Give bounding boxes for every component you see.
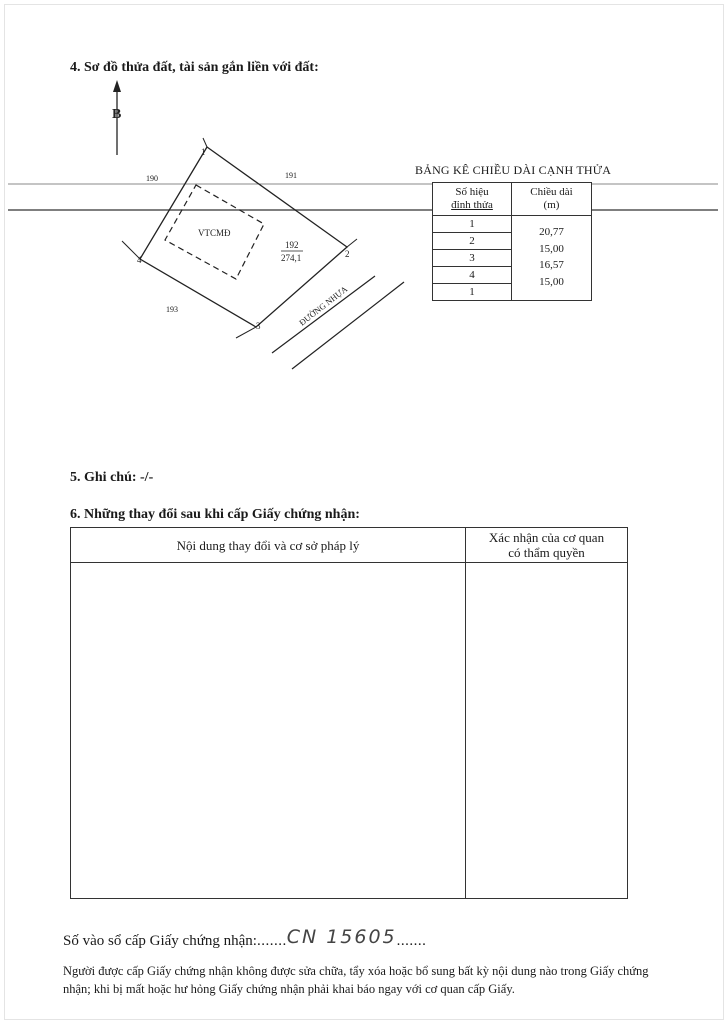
registration-dots: ....... bbox=[396, 933, 427, 949]
content-cell bbox=[71, 563, 466, 899]
north-arrow-head bbox=[113, 80, 121, 92]
parcel-190-label: 190 bbox=[146, 174, 158, 183]
section-6-heading: 6. Những thay đổi sau khi cấp Giấy chứng nhận: bbox=[70, 507, 360, 522]
changes-table-header bbox=[71, 528, 628, 563]
point-cell: 3 bbox=[433, 250, 512, 267]
length-cell bbox=[512, 216, 592, 301]
vertex-4-label: 4 bbox=[137, 255, 142, 265]
point-cell: 2 bbox=[433, 233, 512, 250]
section-5-heading: 5. Ghi chú: -/- bbox=[70, 470, 154, 485]
length-value: 16,57 bbox=[539, 259, 564, 271]
table-row bbox=[433, 216, 592, 233]
corner-extension bbox=[203, 138, 207, 147]
corner-extension bbox=[347, 239, 357, 247]
road-edge bbox=[272, 276, 375, 353]
edge-table-header bbox=[433, 183, 592, 216]
vertex-2-label: 2 bbox=[345, 249, 350, 259]
registration-line bbox=[63, 928, 426, 950]
land-plot-diagram bbox=[0, 80, 728, 380]
col-confirm-line1: Xác nhận của cơ quan bbox=[488, 530, 605, 545]
changes-table-body-row bbox=[71, 563, 628, 899]
registration-number: CN 15605 bbox=[286, 926, 397, 948]
parcel-area: 274,1 bbox=[281, 253, 302, 263]
changes-table bbox=[70, 527, 628, 899]
registration-label: Số vào sổ cấp Giấy chứng nhận: bbox=[63, 933, 257, 949]
confirm-cell bbox=[466, 563, 628, 899]
parcel-number: 192 bbox=[285, 240, 299, 250]
edge-length-table bbox=[432, 182, 592, 301]
point-cell: 1 bbox=[433, 284, 512, 301]
parcel-outline bbox=[140, 147, 347, 327]
col-point-line1: Số hiệu bbox=[455, 186, 489, 198]
registration-dots: ....... bbox=[256, 933, 287, 949]
col-confirm-header bbox=[466, 528, 628, 563]
length-value: 20,77 bbox=[539, 226, 564, 238]
road-label: ĐƯỜNG NHỰA bbox=[297, 283, 350, 328]
length-value: 15,00 bbox=[539, 242, 564, 255]
col-point-line2: đỉnh thửa bbox=[451, 199, 493, 211]
col-content-header: Nội dung thay đổi và cơ sở pháp lý bbox=[71, 528, 466, 563]
parcel-191-label: 191 bbox=[285, 171, 297, 180]
building-label: VTCMĐ bbox=[198, 228, 231, 238]
corner-extension bbox=[236, 327, 256, 338]
footer-note: Người được cấp Giấy chứng nhận không được sửa chữa, tẩy xóa hoặc bổ sung bất kỳ nội dung nào trong Giấy chứng nhận; khi bị mất hoặc hư hỏng Giấy chứng nhận phải khai báo ngay với cơ quan cấp Giấy. bbox=[63, 964, 649, 996]
edge-table-title: BẢNG KÊ CHIỀU DÀI CẠNH THỬA bbox=[415, 163, 612, 177]
parcel-193-label: 193 bbox=[166, 305, 178, 314]
north-label: B bbox=[112, 107, 122, 122]
point-cell: 4 bbox=[433, 267, 512, 284]
section-4-heading: 4. Sơ đồ thửa đất, tài sản gắn liền với đất: bbox=[70, 60, 319, 75]
vertex-1-label: 1 bbox=[201, 147, 206, 157]
col-confirm-line2: có thẩm quyền bbox=[508, 545, 585, 560]
length-value: 15,00 bbox=[539, 275, 564, 288]
col-length-header bbox=[512, 183, 592, 216]
vertex-3-label: 3 bbox=[256, 321, 261, 331]
col-length-line2: (m) bbox=[543, 199, 560, 211]
col-length-line1: Chiều dài bbox=[530, 186, 573, 198]
col-point-header bbox=[433, 183, 512, 216]
point-cell: 1 bbox=[433, 216, 512, 233]
